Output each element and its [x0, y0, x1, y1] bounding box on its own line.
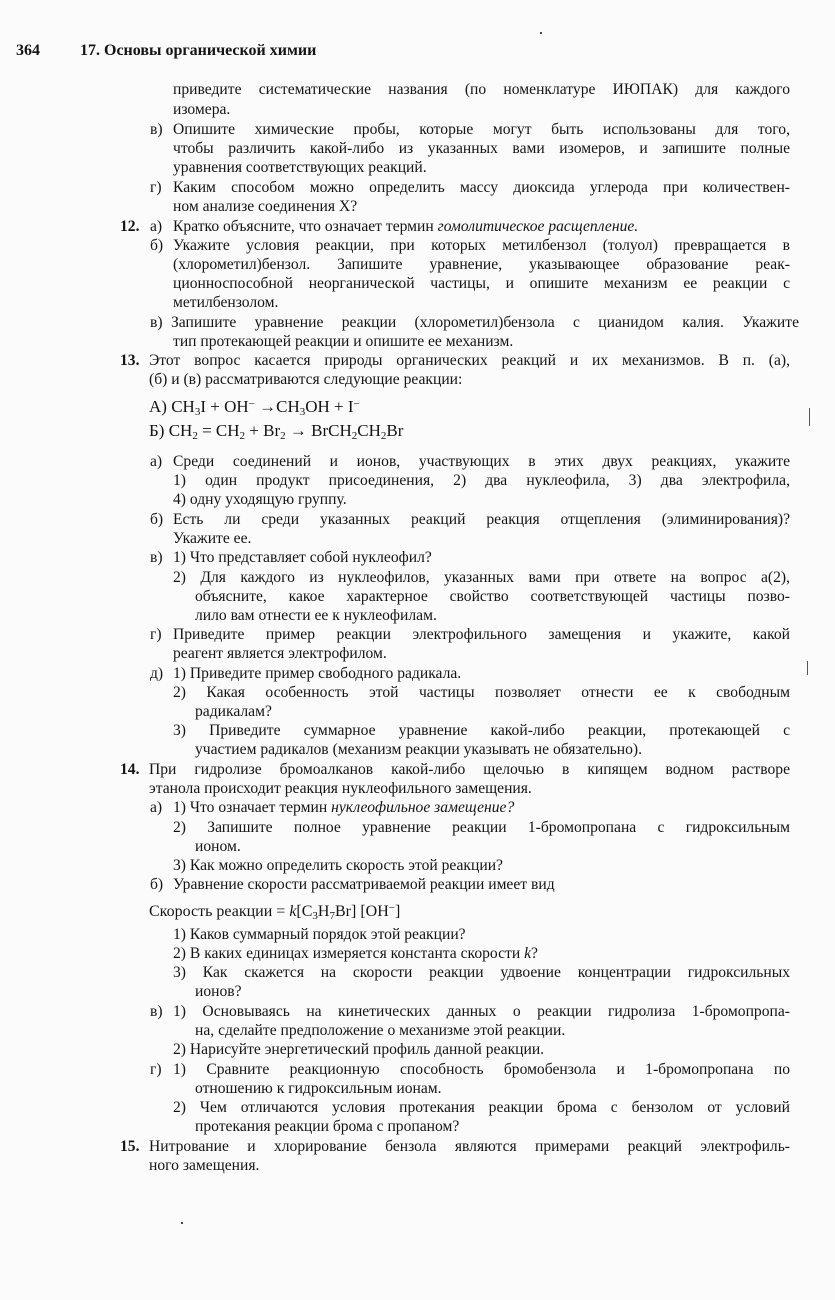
q13-a-line: Среди соединений и ионов, участвующих в этих двух реакциях, укажите	[173, 453, 790, 470]
q12-b-line: метилбензолом.	[173, 294, 279, 311]
q14-g-item: протекания реакции брома с пропаном?	[195, 1118, 460, 1135]
q13-d-item: радикалам?	[195, 703, 272, 720]
q15-number: 15.	[120, 1138, 140, 1155]
page-header	[16, 41, 796, 63]
q14-a-item: 2) Запишите полное уравнение реакции 1-бромопропана с гидроксильным	[173, 819, 790, 836]
q14-b-item: 2) В каких единицах измеряется константа скорости k?	[173, 945, 538, 962]
scan-speck	[181, 1222, 183, 1224]
q12-b-line: Укажите условия реакции, при которых метилбензол (толуол) превращается в	[173, 237, 790, 254]
q14-number: 14.	[120, 761, 140, 778]
q13-intro-line: Этот вопрос касается природы органических реакций и их механизмов. В п. (а),	[149, 352, 790, 369]
q14-g-item: 1) Сравните реакционную способность бромобензола и 1-бромопропана по	[173, 1061, 790, 1078]
q12-number: 12.	[120, 218, 140, 235]
q13-g-label: г)	[150, 626, 162, 643]
intro-line: приведите систематические названия (по номенклатуре ИЮПАК) для каждого	[173, 81, 790, 98]
q14-b-label: б)	[150, 876, 164, 893]
q14-v-label: в)	[150, 1003, 163, 1020]
q13-b-label: б)	[150, 511, 164, 528]
q13-a-line: 4) одну уходящую группу.	[173, 491, 347, 508]
q12-v-label: в)	[150, 314, 163, 331]
q15-line: Нитрование и хлорирование бензола являются примерами реакций электрофиль-	[149, 1138, 790, 1155]
q12-b-line: (хлорометил)бензол. Запишите уравнение, указывающее образование реак-	[173, 256, 790, 273]
q12-b-label: б)	[150, 237, 164, 254]
q13-v-item: лило вам отнести ее к нуклеофилам.	[195, 607, 437, 624]
q14-intro-line: При гидролизе бромоалканов какой-либо щелочью в кипящем водном растворе	[149, 761, 790, 778]
q11-v-line: уравнения соответствующих реакций.	[173, 159, 427, 176]
running-title: 17. Основы органической химии	[80, 42, 317, 59]
scan-mark	[807, 661, 808, 675]
q14-v-item: 2) Нарисуйте энергетический профиль данной реакции.	[173, 1041, 545, 1058]
rate-equation: Скорость реакции = $k[C_3H_7Br]$ [OH−]	[149, 902, 401, 922]
q11-g-line: Каким способом можно определить массу диоксида углерода при количествен-	[173, 179, 790, 196]
q13-d-label: д)	[150, 665, 164, 682]
q13-v-label: в)	[150, 549, 163, 566]
q12-v-line: тип протекающей реакции и опишите ее механизм.	[173, 333, 514, 350]
q11-g-line: ном анализе соединения X?	[173, 198, 358, 215]
reaction-a: А) $CH_3I + OH^- \to CH_3OH + I^-$	[149, 397, 360, 418]
q14-b-text: Уравнение скорости рассматриваемой реакции имеет вид	[173, 876, 555, 893]
q14-g-item: отношению к гидроксильным ионам.	[195, 1080, 442, 1097]
q12-a-label: а)	[150, 218, 163, 235]
q11-g-label: г)	[150, 179, 162, 196]
q13-v-item: 2) Для каждого из нуклеофилов, указанных вами при ответе на вопрос а(2),	[173, 569, 790, 586]
q14-a-label: а)	[150, 799, 163, 816]
q14-a-item: 1) Что означает термин нуклеофильное замещение?	[173, 799, 515, 816]
q13-b-line: Укажите ее.	[173, 530, 252, 547]
q11-v-line: Опишите химические пробы, которые могут быть использованы для того,	[173, 121, 790, 138]
scan-mark	[809, 408, 810, 426]
q14-g-item: 2) Чем отличаются условия протекания реакции брома с бензолом от условий	[173, 1099, 790, 1116]
q13-a-label: а)	[150, 453, 163, 470]
q14-v-item: 1) Основываясь на кинетических данных о реакции гидролиза 1-бромопропа-	[173, 1003, 790, 1020]
q14-g-label: г)	[150, 1061, 162, 1078]
q13-d-item: участием радикалов (механизм реакции указывать не обязательно).	[195, 741, 643, 758]
q14-b-item: ионов?	[195, 983, 242, 1000]
intro-line: изомера.	[173, 101, 231, 118]
page-number: 364	[16, 42, 40, 59]
q14-a-item: 3) Как можно определить скорость этой реакции?	[173, 857, 503, 874]
q13-a-line: 1) один продукт присоединения, 2) два нуклеофила, 3) два электрофила,	[173, 472, 790, 489]
q12-b-line: ционноспособной неорганической частицы, и опишите механизм ее реакции с	[173, 275, 790, 292]
q13-g-line: Приведите пример реакции электрофильного замещения и укажите, какой	[173, 626, 790, 643]
q14-b-item: 1) Каков суммарный порядок этой реакции?	[173, 926, 466, 943]
q13-d-item: 1) Приведите пример свободного радикала.	[173, 665, 462, 682]
q12-a-term: гомолитическое расщепление.	[437, 218, 639, 235]
q12-a-line: Кратко объясните, что означает термин гомолитическое расщепление.	[173, 218, 639, 235]
q13-v-item: объясните, какое характерное свойство соответствующей частицы позво-	[195, 588, 790, 605]
q13-number: 13.	[120, 352, 140, 369]
q12-v-line: Запишите уравнение реакции (хлорометил)бензола с цианидом калия. Укажите	[171, 314, 799, 331]
scan-speck	[540, 32, 542, 34]
q13-g-line: реагент является электрофилом.	[173, 645, 387, 662]
q13-v-item: 1) Что представляет собой нуклеофил?	[173, 549, 432, 566]
q13-d-item: 2) Какая особенность этой частицы позволяет отнести ее к свободным	[173, 684, 790, 701]
q13-b-line: Есть ли среди указанных реакций реакция отщепления (элиминирования)?	[173, 511, 790, 528]
q14-b-item: 3) Как скажется на скорости реакции удвоение концентрации гидроксильных	[173, 964, 790, 981]
q11-v-label: в)	[150, 121, 163, 138]
q13-intro-line: (б) и (в) рассматриваются следующие реакции:	[149, 371, 463, 388]
q14-a-term: нуклеофильное замещение?	[331, 799, 515, 816]
reaction-b: Б) $CH_2 = CH_2 + Br_2$ → $BrCH_2CH_2Br$	[149, 421, 404, 442]
q14-v-item: на, сделайте предположение о механизме этой реакции.	[195, 1022, 566, 1039]
q14-a-item: ионом.	[195, 838, 241, 855]
q15-line: ного замещения.	[149, 1157, 260, 1174]
q14-intro-line: этанола происходит реакция нуклеофильного замещения.	[149, 780, 532, 797]
q11-v-line: чтобы различить какой-либо из указанных вами изомеров, и запишите полные	[173, 140, 790, 157]
q13-d-item: 3) Приведите суммарное уравнение какой-либо реакции, протекающей с	[173, 722, 790, 739]
